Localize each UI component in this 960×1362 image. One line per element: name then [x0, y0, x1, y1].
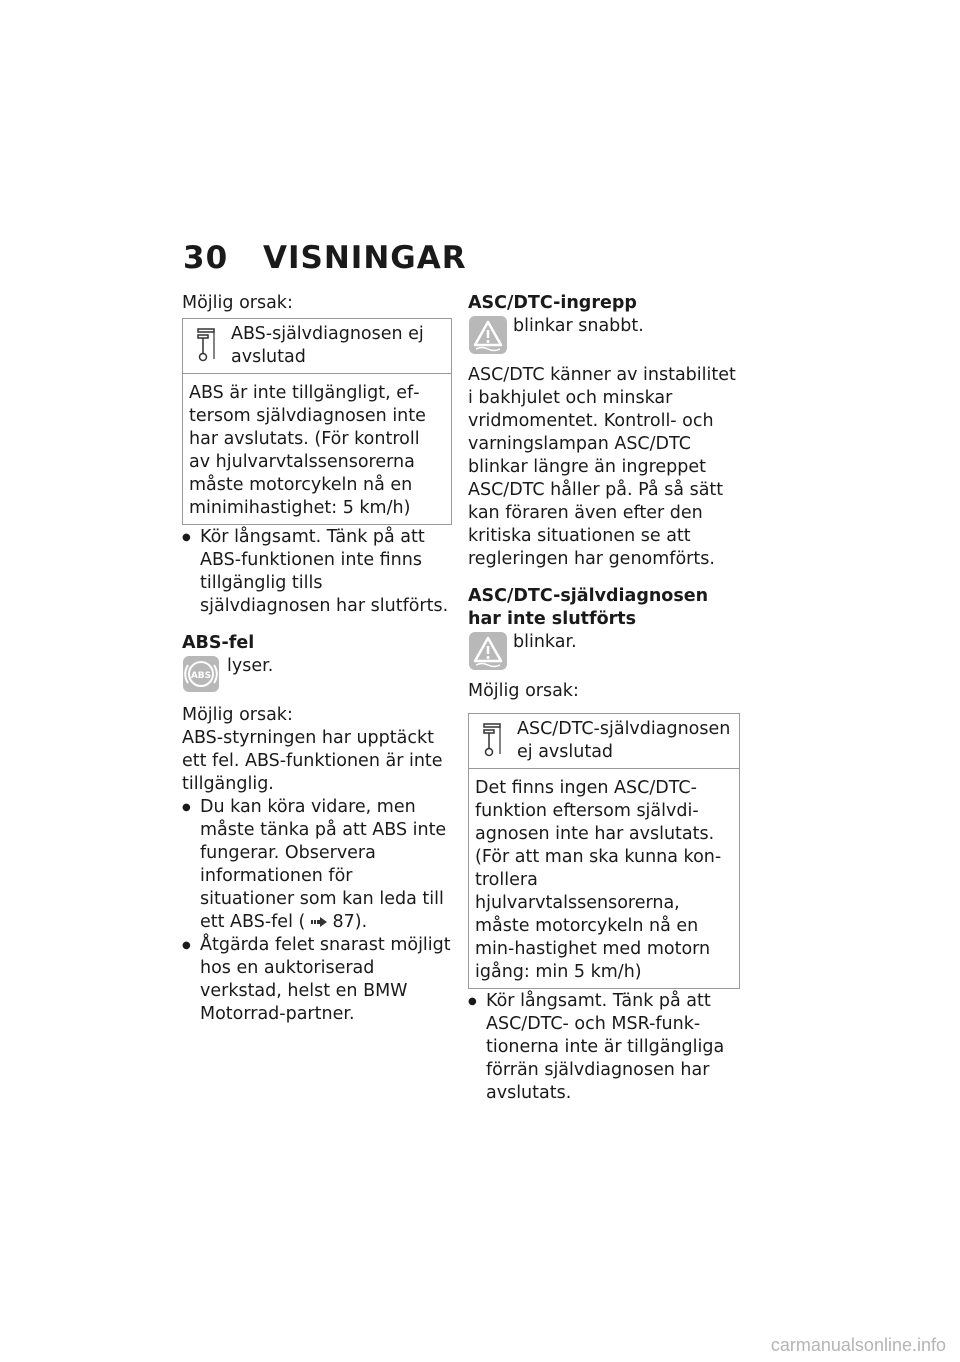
asc-intervention-desc: ASC/DTC känner av instabilitet i bakhjulet och minskar vridmomentet. Kontroll- och varningslampan ASC/DTC blinkar längre än ingreppet ASC/DTC håller på. På så sätt kan föraren även efter den kritiska situationen se att regleringen har genomförts.	[468, 365, 736, 569]
cause-label: Möjlig orsak:	[468, 681, 579, 701]
footer-watermark: carmanualsonline.info	[770, 1335, 946, 1355]
page-ref-arrow-icon	[305, 912, 332, 932]
asc-selfdiag-box	[468, 713, 740, 989]
section-heading: ASC/DTC-självdiagnosen har inte slutförts	[468, 586, 709, 629]
page-header	[183, 240, 467, 276]
abs-warning-row	[182, 655, 452, 695]
box-title: ASC/DTC-självdiagnosen ej avslutad	[517, 719, 731, 762]
box-header	[469, 714, 739, 769]
box-title: ABS-självdiagnosen ej avslutad	[231, 324, 424, 367]
asc-selfdiag-text: blinkar.	[513, 632, 577, 652]
diagnosis-gauge-icon	[481, 722, 503, 765]
abs-warning-text: lyser.	[227, 656, 274, 676]
box-header	[183, 319, 451, 374]
abs-warning-icon	[182, 655, 220, 700]
box-body: Det finns ingen ASC/DTC-funktion eftersom självdiagnosen inte har avslutats. (För att man ska kunna kontrollera hjulvarvtalssensorerna, måste motorcykeln nå en min-hastighet med motorn igång: min 5 km/h)	[475, 778, 722, 982]
abs-selfdiag-box	[182, 318, 452, 525]
bullet-item	[182, 526, 452, 618]
bullet-text: Kör långsamt. Tänk på att ASC/DTC- och MSR-funktionerna inte är tillgängliga förrän självdiagnosen har avslutats.	[486, 991, 725, 1103]
bullet-item: ● Du kan köra vidare, men måste tänka på att ABS inte fungerar. Observera informationen för situationer som kan leda till ett ABS-fel ( 87).	[182, 796, 452, 934]
box-body: ABS är inte tillgängligt, eftersom självdiagnosen inte har avslutats. (För kontroll av hjulvarvtalssensorerna måste motorcykeln nå en minimihastighet: 5 km/h)	[189, 383, 426, 518]
cause-label: Möjlig orsak:	[182, 705, 293, 725]
page-number: 30	[183, 240, 229, 276]
diagnosis-gauge-icon	[195, 327, 217, 370]
page-ref[interactable]: 87	[332, 912, 355, 932]
bullet-item	[182, 934, 452, 1026]
bullet-item	[468, 990, 740, 1105]
section-heading: ABS-fel	[182, 633, 255, 653]
asc-dtc-warning-icon	[468, 315, 508, 362]
cause-label: Möjlig orsak:	[182, 293, 293, 313]
page-title: VISNINGAR	[263, 240, 467, 276]
left-column	[182, 292, 452, 1026]
abs-icon-label: ABS	[190, 671, 212, 681]
asc-intervention-text: blinkar snabbt.	[513, 316, 644, 336]
bullet-text: Åtgärda felet snarast möjligt hos en auktoriserad verkstad, helst en BMW Motorrad-partner.	[200, 935, 451, 1024]
asc-dtc-warning-icon	[468, 631, 508, 678]
section-heading: ASC/DTC-ingrepp	[468, 293, 637, 313]
cause-text: ABS-styrningen har upptäckt ett fel. ABS-funktionen är inte tillgänglig.	[182, 728, 443, 794]
right-column	[468, 292, 740, 1105]
asc-selfdiag-row	[468, 631, 740, 671]
bullet-text: Kör långsamt. Tänk på att ABS-funktionen inte finns tillgänglig tills självdiagnosen har slutförts.	[200, 527, 449, 616]
asc-intervention-row	[468, 315, 740, 355]
bullet-text: Du kan köra vidare, men måste tänka på att ABS inte fungerar. Observera informationen för situationer som kan leda till ett ABS-fel	[200, 797, 447, 932]
